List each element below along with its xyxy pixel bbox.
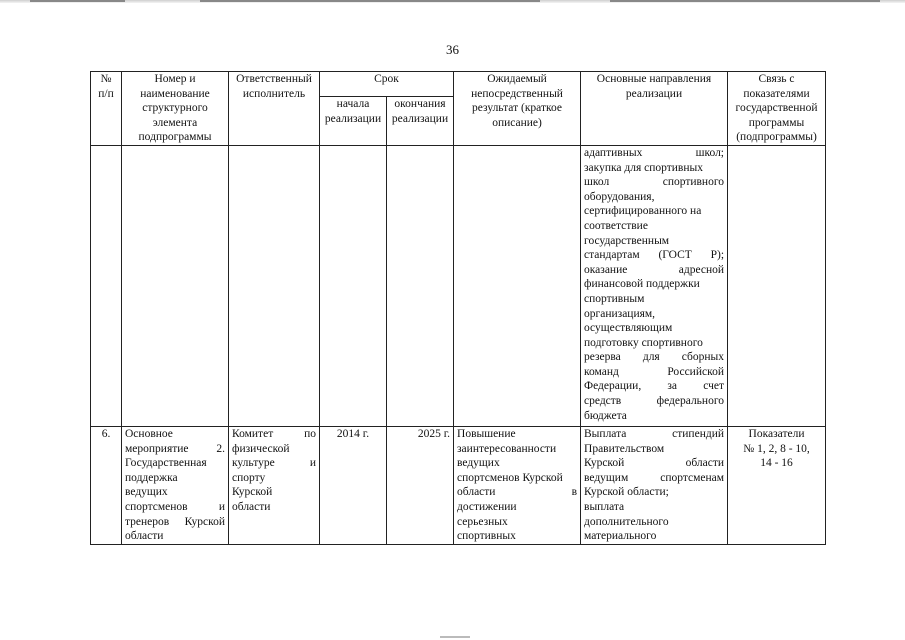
header-indicators: Связь с показателями государственной программы (подпрограммы) (728, 72, 826, 146)
table-cell-empty (91, 145, 122, 426)
row6-indicators: Показатели № 1, 2, 8 - 10, 14 - 16 (728, 426, 826, 544)
scan-edge-mark (30, 0, 125, 2)
header-result: Ожидаемый непосредственный результат (краткое описание) (454, 72, 581, 146)
row6-name: Основное мероприятие 2. Государственная поддержка ведущих спортсменов и тренеров Курской области (122, 426, 229, 544)
scan-edge-mark (610, 0, 880, 2)
scan-bottom-mark (440, 636, 470, 638)
header-num: № п/п (91, 72, 122, 146)
table-cell-empty (229, 145, 320, 426)
table-cell-empty (387, 145, 454, 426)
table-cell-empty (454, 145, 581, 426)
row6-start: 2014 г. (320, 426, 387, 544)
scan-edge-mark (200, 0, 540, 2)
table-row-6 (91, 426, 826, 544)
table-cell-empty (728, 145, 826, 426)
row6-end: 2025 г. (387, 426, 454, 544)
row6-executor: Комитет по физической культуре и спорту Курской области (229, 426, 320, 544)
header-row (91, 72, 826, 97)
header-start: начала реализации (320, 97, 387, 146)
page-number: 36 (446, 42, 459, 57)
table-row-continuation (91, 145, 826, 426)
header-directions: Основные направления реализации (581, 72, 728, 146)
header-end: окончания реализации (387, 97, 454, 146)
row6-directions: Выплата стипендий Правительством Курской области ведущим спортсменам Курской области; выплата дополнительного материального (581, 426, 728, 544)
program-structure-table (90, 71, 826, 545)
row6-result: Повышение заинтересованности ведущих спортсменов Курской области в достижении серьезных спортивных (454, 426, 581, 544)
header-executor: Ответственный исполнитель (229, 72, 320, 146)
header-term: Срок (320, 72, 454, 97)
continuation-directions-cell: адаптивных школ; закупка для спортивных школ спортивного оборудования, сертифицированного на соответствие государственным стандартам (ГОСТ Р); оказание адресной финансовой поддержки спортивным организациям, осуществляющим подготовку спортивного резерва для сборных команд Российской Федерации, за счет средств федерального бюджета (581, 145, 728, 426)
row6-num: 6. (91, 426, 122, 544)
header-name: Номер и наименование структурного элемента подпрограммы (122, 72, 229, 146)
table-cell-empty (122, 145, 229, 426)
table-cell-empty (320, 145, 387, 426)
